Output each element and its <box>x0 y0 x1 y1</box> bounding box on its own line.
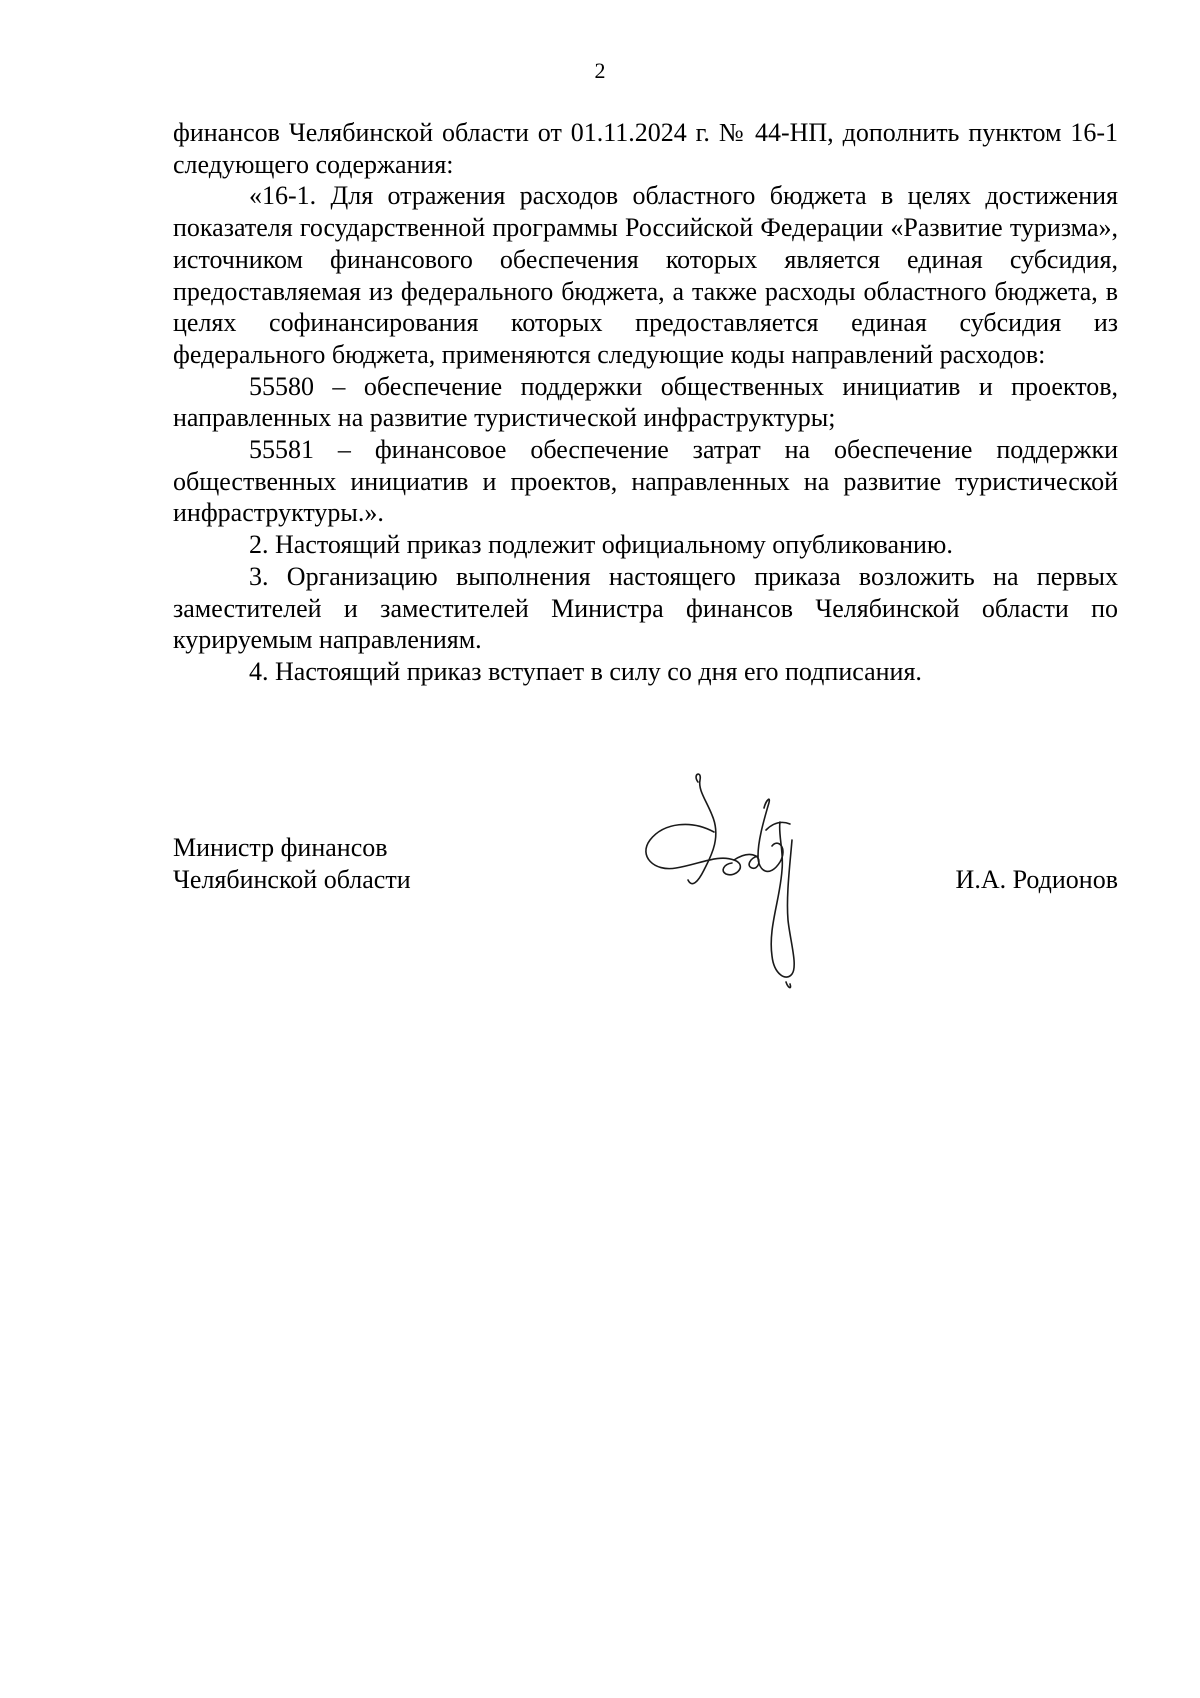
document-body <box>173 117 1118 688</box>
paragraph-continuation: финансов Челябинской области от 01.11.2024 г. № 44-НП, дополнить пунктом 16-1 следующего содержания: <box>173 118 1118 179</box>
paragraph-code-55580: 55580 – обеспечение поддержки общественных инициатив и проектов, направленных на развитие туристической инфраструктуры; <box>173 371 1118 433</box>
paragraph-item-4: 4. Настоящий приказ вступает в силу со дня его подписания. <box>249 656 922 686</box>
paragraph-code-55581: 55581 – финансовое обеспечение затрат на обеспечение поддержки общественных инициатив и проектов, направленных на развитие туристической инфраструктуры.». <box>173 435 1118 528</box>
paragraph-item-2: 2. Настоящий приказ подлежит официальному опубликованию. <box>249 530 953 560</box>
signer-title-line-1: Министр финансов <box>173 833 388 862</box>
signer-title-line-2: Челябинской области <box>173 865 411 894</box>
paragraph-item-16-1: «16-1. Для отражения расходов областного бюджета в целях достижения показателя государственной программы Российской Федерации «Развитие туризма», источником финансового обеспечения которых является единая субсидия, предоставляемая из федерального бюджета, а также расходы областного бюджета, в целях софинансирования которых предоставляется единая субсидия из федерального бюджета, применяются следующие коды направлений расходов: <box>173 181 1118 369</box>
handwritten-signature-icon <box>640 760 840 1000</box>
page-number: 2 <box>594 58 606 83</box>
signer-name: И.А. Родионов <box>955 865 1118 894</box>
paragraph-item-3: 3. Организацию выполнения настоящего приказа возложить на первых заместителей и заместителей Министра финансов Челябинской области по курируемым направлениям. <box>173 561 1118 655</box>
signer-title <box>173 832 411 896</box>
